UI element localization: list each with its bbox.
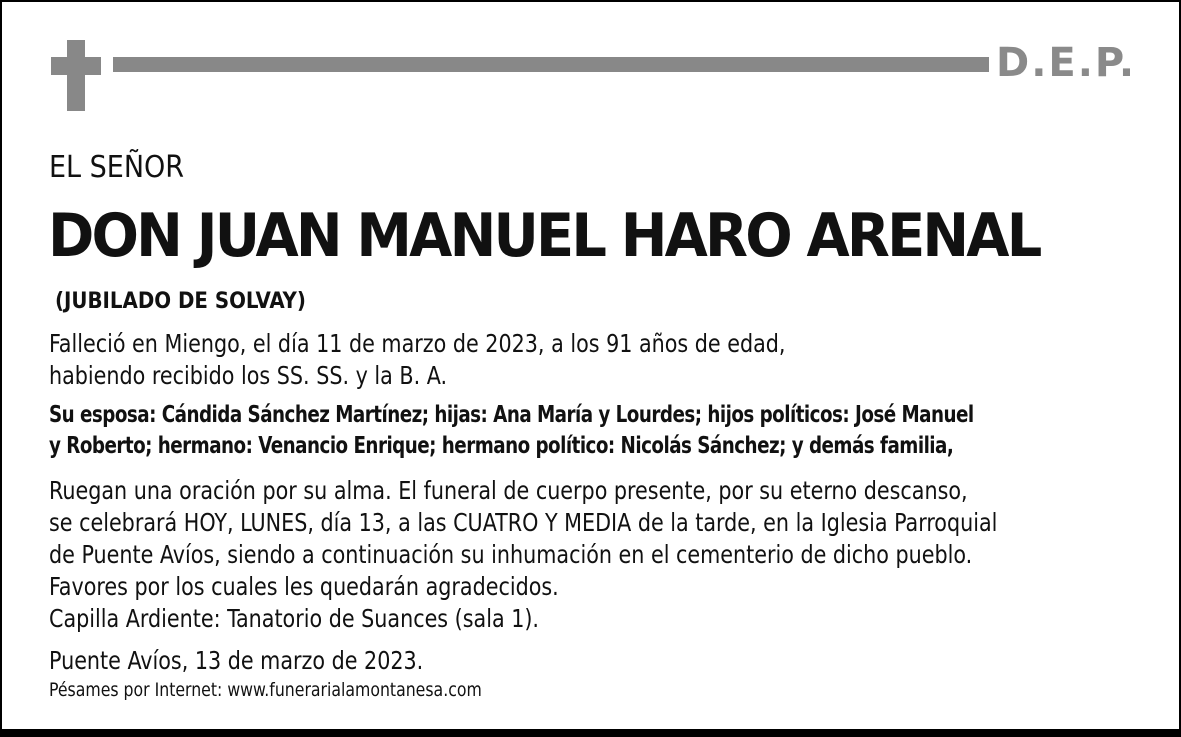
funeral-line-3: de Puente Avíos, siendo a continuación su inhumación en el cementerio de dicho pueblo. — [49, 540, 973, 569]
occupation-subtitle: (JUBILADO DE SOLVAY) — [55, 289, 306, 314]
funeral-line-1: Ruegan una oración por su alma. El funeral de cuerpo presente, por su eterno descanso, — [49, 476, 968, 505]
dep-label: D.E.P. — [996, 40, 1137, 86]
title-prefix: EL SEÑOR — [49, 150, 185, 185]
condolences-link: Pésames por Internet: www.funerarialamontanesa.com — [49, 679, 482, 701]
place-date: Puente Avíos, 13 de marzo de 2023. — [49, 646, 424, 675]
funeral-line-5: Capilla Ardiente: Tanatorio de Suances (sala 1). — [49, 604, 540, 633]
death-line-1: Falleció en Miengo, el día 11 de marzo de 2023, a los 91 años de edad, — [49, 329, 786, 358]
deceased-name: DON JUAN MANUEL HARO ARENAL — [48, 201, 1040, 271]
family-line-2: y Roberto; hermano: Venancio Enrique; hermano político: Nicolás Sánchez; y demás familia, — [49, 433, 954, 459]
header-rule — [113, 57, 989, 72]
death-line-2: habiendo recibido los SS. SS. y la B. A. — [49, 361, 448, 390]
family-line-1: Su esposa: Cándida Sánchez Martínez; hijas: Ana María y Lourdes; hijos políticos: José Manuel — [49, 402, 974, 428]
funeral-line-2: se celebrará HOY, LUNES, día 13, a las CUATRO Y MEDIA de la tarde, en la Iglesia Parroquial — [49, 508, 998, 537]
cross-icon — [51, 40, 101, 111]
funeral-line-4: Favores por los cuales les quedarán agradecidos. — [49, 572, 559, 601]
